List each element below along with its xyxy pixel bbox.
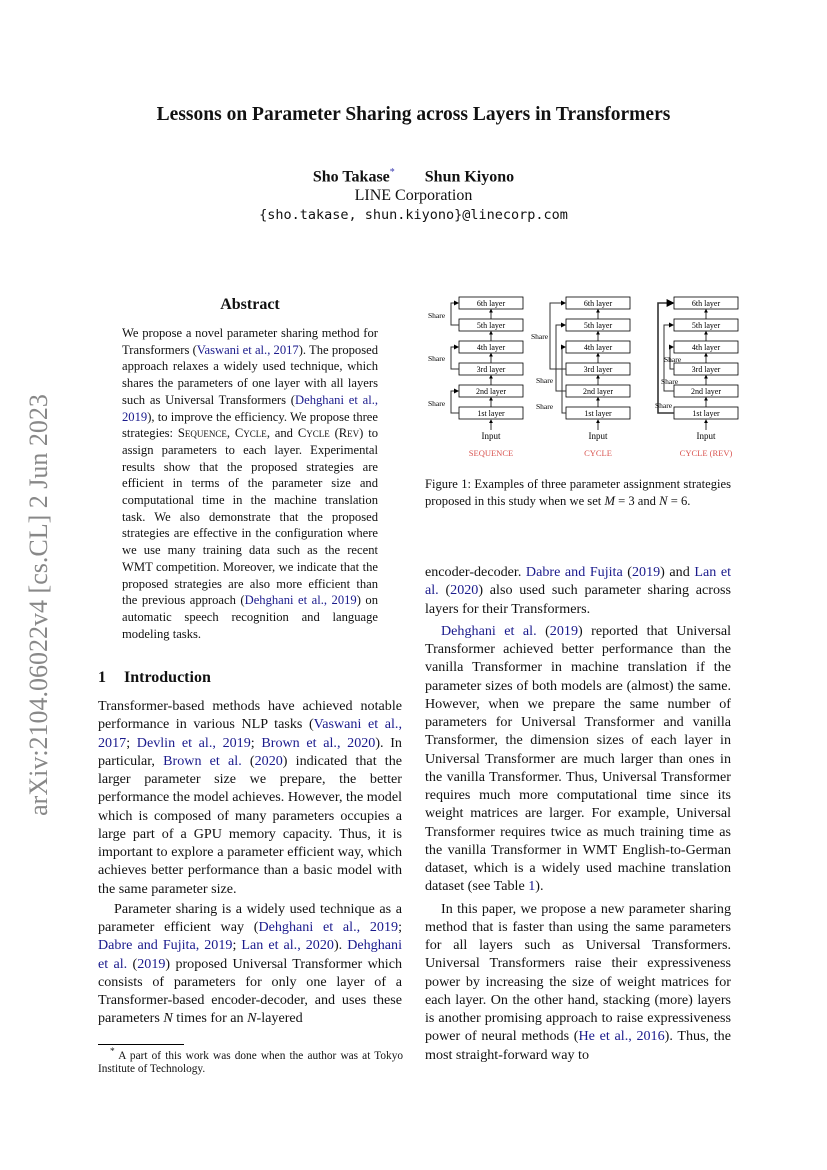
layer-label: 4th layer: [583, 343, 613, 352]
footnote-mark[interactable]: *: [389, 167, 395, 178]
section-heading: [98, 669, 211, 687]
share-label: Share: [536, 376, 554, 385]
intro-left-column: [98, 697, 402, 1028]
section-number: 1: [98, 669, 106, 686]
share-label: Share: [661, 377, 679, 386]
layer-label: 5th layer: [691, 321, 721, 330]
text: ) proposed Universal Transformer which consists of parameters for only one layer of a Transformer-based encoder-decoder, and uses these parameters: [98, 955, 403, 1027]
author-email: {sho.takase, shun.kiyono}@linecorp.com: [259, 207, 568, 223]
text: ), to improve the efficiency. We propose three strategies:: [122, 409, 378, 441]
citation-link[interactable]: Lan et al.: [425, 564, 731, 599]
citation-link[interactable]: Dabre and Fujita, 2019: [98, 937, 233, 954]
citation-link[interactable]: 2019: [549, 622, 578, 639]
text: ). Thus, the most straight-forward way to: [425, 1028, 731, 1063]
citation-link[interactable]: Dabre and Fujita: [525, 564, 623, 580]
citation-link[interactable]: Vaswani et al., 2017: [196, 342, 299, 357]
citation-link[interactable]: 2019: [137, 955, 166, 972]
text: ;: [398, 919, 402, 935]
text: ;: [250, 734, 262, 751]
text: Transformer-based methods have achieved notable performance in various NLP tasks (: [98, 698, 402, 733]
layer-label: 4th layer: [476, 343, 506, 352]
text: ).: [333, 937, 348, 954]
input-label: Input: [588, 431, 608, 441]
citation-link[interactable]: 2020: [254, 752, 283, 769]
share-connector: [562, 347, 566, 413]
author-name: Sho Takase: [312, 168, 390, 186]
text: ).: [535, 878, 544, 895]
text: ) on automatic speech recognition and language modeling tasks.: [122, 593, 379, 641]
text: ). In particular,: [98, 734, 402, 769]
footnote-text: A part of this work was done when the author was at Tokyo Institute of Technology.: [98, 1049, 403, 1076]
text: times for an: [172, 1010, 248, 1027]
author-list: [0, 167, 827, 186]
text: ,: [226, 426, 235, 441]
text: to assign parameters to each layer. Experimental results show that the proposed strategies are efficient in terms of the parameter size and computational time in the machine translation task. We also demonstrate that the proposed strategies are effective in the configuration where we use many training data such as the recent WMT competition. Moreover, we indicate that the proposed strategies are also more efficient than the previous approach (: [122, 426, 378, 608]
figure-1-caption: [425, 476, 731, 510]
text: , and: [266, 426, 298, 441]
intro-right-column: [425, 563, 731, 1064]
strategy-name: Cycle: [234, 426, 267, 441]
citation-link[interactable]: Brown et al., 2020: [261, 734, 376, 751]
strategy-name: Sequence: [177, 426, 227, 441]
paragraph: [425, 563, 731, 618]
paper-title: Lessons on Parameter Sharing across Layers in Transformers: [156, 104, 671, 125]
citation-link[interactable]: Lan et al., 2020: [241, 937, 334, 954]
text: ) indicated that the larger parameter size we prepare, the better performance the model achieves. However, the model which is composed of many parameters occupies a large part of a GPU memory capacity. Thus, it is important to explore a parameter efficient way, which achieves better performance than a basic model with the same parameter size.: [98, 752, 402, 897]
share-label: Share: [536, 402, 554, 411]
input-label: Input: [696, 431, 716, 441]
layer-label: 1st layer: [584, 409, 612, 418]
layer-label: 1st layer: [692, 409, 720, 418]
citation-link[interactable]: 2020: [450, 582, 479, 599]
citation-link[interactable]: He et al., 2016: [578, 1028, 665, 1045]
text: ) and: [660, 564, 695, 580]
strategy-name: Cycle (Rev): [297, 426, 364, 441]
citation-link[interactable]: Dehghani et al.: [98, 937, 402, 972]
arxiv-stamp: [14, 365, 64, 845]
layer-label: 3rd layer: [691, 365, 721, 374]
share-label: Share: [428, 399, 446, 408]
share-label: Share: [428, 311, 446, 320]
layer-label: 4th layer: [691, 343, 721, 352]
layer-label: 6th layer: [476, 299, 506, 308]
affiliation: LINE Corporation: [354, 187, 473, 204]
input-label: Input: [481, 431, 501, 441]
citation-link[interactable]: 2019: [631, 564, 661, 580]
citation-link[interactable]: Dehghani et al.: [441, 622, 537, 639]
paragraph: [425, 900, 731, 1064]
text: In this paper, we propose a new parameter sharing method that is faster than using the same parameters for all layers such as Universal Transformers. Universal Transformers raise their expressiveness power by increasing the size of weight matrices for each layer. On the other hand, stacking (more) layers is another promising approach to raise expressiveness power of neural methods (: [425, 900, 731, 1045]
citation-link[interactable]: Brown et al.: [163, 752, 242, 769]
footnote: [98, 1046, 403, 1077]
layer-label: 5th layer: [476, 321, 506, 330]
citation-link[interactable]: Dehghani et al., 2019: [122, 392, 379, 424]
math-symbol: N: [163, 1010, 173, 1027]
arxiv-stamp-text: arXiv:2104.06022v4 [cs.CL] 2 Jun 2023: [24, 394, 53, 816]
layer-label: 3rd layer: [476, 365, 506, 374]
share-label: Share: [664, 355, 682, 364]
strategy-label: CYCLE (REV): [679, 448, 733, 458]
text: We propose a novel parameter sharing method for Transformers (: [122, 326, 378, 357]
text: (: [536, 622, 550, 639]
math-symbol: N: [247, 1010, 257, 1027]
share-connector: [556, 325, 566, 391]
layer-label: 1st layer: [477, 409, 505, 418]
strategy-label: SEQUENCE: [468, 448, 514, 458]
layer-label: 2nd layer: [691, 387, 721, 396]
layer-label: 3rd layer: [583, 365, 613, 374]
citation-link[interactable]: Dehghani et al., 2019: [244, 593, 357, 608]
citation-link[interactable]: 1: [528, 878, 536, 895]
paragraph: [98, 900, 402, 1028]
author-name: Shun Kiyono: [424, 168, 515, 186]
text: (: [622, 564, 632, 580]
text: encoder-decoder.: [425, 564, 526, 580]
text: (: [241, 752, 255, 769]
share-label: Share: [531, 332, 549, 341]
text: ). The proposed approach relaxes a widely used technique, which shares the parameters of one layer with all layers such as Universal Transformers (: [122, 342, 378, 407]
share-connector: [451, 347, 459, 369]
footnote-mark: *: [110, 1047, 115, 1057]
layer-label: 2nd layer: [583, 387, 613, 396]
caption-text: Figure 1: Examples of three parameter assignment strategies proposed in this study when we set M = 3 and N = 6.: [425, 477, 731, 508]
paragraph: [98, 697, 402, 898]
text: ) reported that Universal Transformer achieved better performance than the vanilla Transformer in machine translation if the parameter sizes of both models are (almost) the same. However, when we prepare the same number of parameters for Universal Transformer and vanilla Transformer, the dimension sizes of each layer in Universal Transformer are much larger than ones in the vanilla Transformer. Thus, Universal Transformer requires much more computational time since its weight matrices are larger. For example, Universal Transformer requires twice as much training time as the vanilla Transformer in WMT English-to-German dataset, which is a widely used machine translation dataset (see Table: [425, 622, 731, 895]
layer-label: 6th layer: [691, 299, 721, 308]
paragraph: [425, 622, 731, 896]
strategy-label: CYCLE: [584, 448, 612, 458]
abstract-heading: Abstract: [220, 296, 280, 313]
share-label: Share: [655, 401, 673, 410]
text: (: [127, 955, 138, 972]
text: Parameter sharing is a widely used technique as a parameter efficient way (: [98, 900, 402, 935]
text: (: [438, 582, 451, 599]
text: ) also used such parameter sharing across layers for their Transformers.: [425, 582, 731, 617]
citation-link[interactable]: Devlin et al., 2019: [136, 734, 251, 751]
citation-link[interactable]: Dehghani et al., 2019: [258, 919, 399, 935]
share-connector: [451, 303, 459, 325]
text: ;: [126, 734, 137, 751]
footnote-rule: [98, 1044, 184, 1045]
share-connector: [451, 391, 459, 413]
layer-label: 2nd layer: [476, 387, 506, 396]
figure-1-diagram: [420, 292, 740, 467]
citation-link[interactable]: Vaswani et al., 2017: [98, 716, 402, 751]
layer-label: 5th layer: [583, 321, 613, 330]
text: ;: [232, 937, 242, 954]
section-title: Introduction: [124, 669, 211, 686]
share-connector: [550, 303, 566, 369]
share-label: Share: [428, 354, 446, 363]
text: -layered: [256, 1010, 303, 1027]
layer-label: 6th layer: [583, 299, 613, 308]
abstract-body: [122, 325, 378, 642]
